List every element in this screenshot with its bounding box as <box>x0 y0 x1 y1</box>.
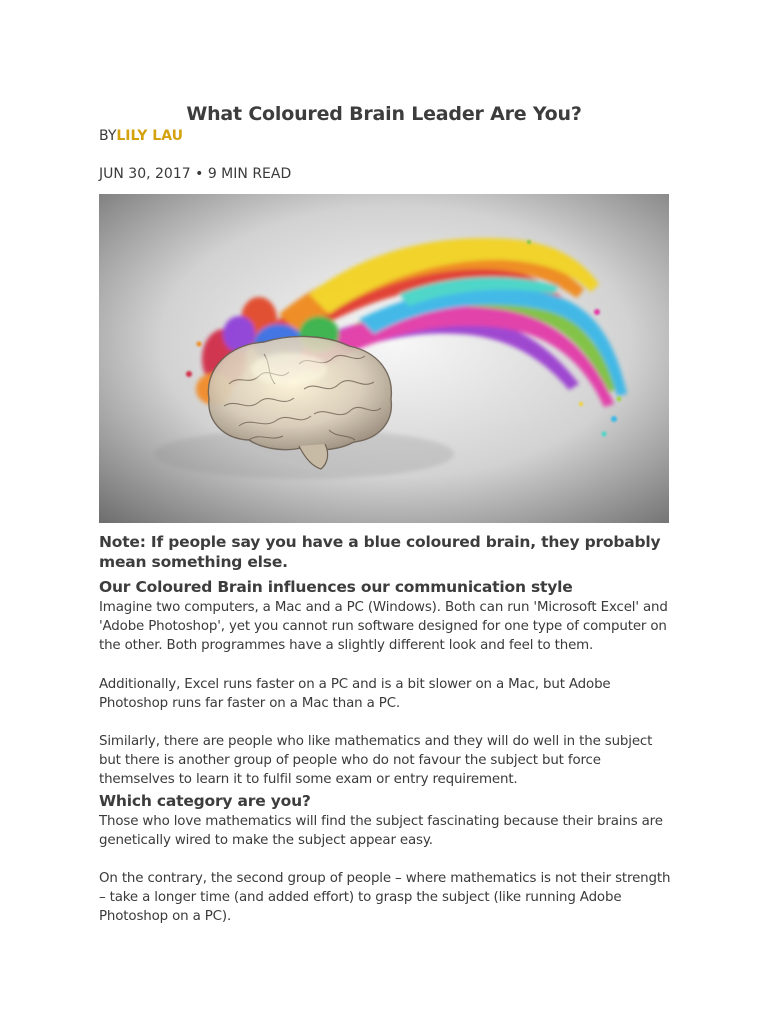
read-time: 9 MIN READ <box>207 166 292 182</box>
section-heading-category: Which category are you? <box>99 791 311 810</box>
section-heading-communication: Our Coloured Brain influences our communication style <box>99 578 573 596</box>
paragraph: Imagine two computers, a Mac and a PC (Windows). Both can run 'Microsoft Excel' and 'Adobe Photoshop', yet you cannot run software designed for one type of computer on the other. Both programmes have a slightly different look and feel to them. <box>99 600 668 654</box>
publish-date: JUN 30, 2017 <box>99 166 191 182</box>
hero-image <box>99 194 669 523</box>
byline <box>99 128 183 144</box>
article-meta <box>99 166 291 182</box>
article-body <box>99 532 671 927</box>
author-link[interactable]: LILY LAU <box>116 128 183 144</box>
paragraph: Those who love mathematics will find the subject fascinating because their brains are genetically wired to make the subject appear easy. <box>99 813 663 848</box>
article-title: What Coloured Brain Leader Are You? <box>186 103 582 125</box>
paragraph: Additionally, Excel runs faster on a PC and is a bit slower on a Mac, but Adobe Photoshop runs far faster on a Mac than a PC. <box>99 676 611 711</box>
byline-prefix: BY <box>99 128 117 144</box>
meta-separator: • <box>195 166 204 182</box>
paragraph: On the contrary, the second group of people – where mathematics is not their strength – take a longer time (and added effort) to grasp the subject (like running Adobe Photoshop on a PC). <box>99 871 671 925</box>
paragraph: Similarly, there are people who like mathematics and they will do well in the subject but there is another group of people who do not favour the subject but force themselves to learn it to fulfil some exam or entry requirement. <box>99 734 653 788</box>
article-note: Note: If people say you have a blue coloured brain, they probably mean something else. <box>99 533 661 571</box>
